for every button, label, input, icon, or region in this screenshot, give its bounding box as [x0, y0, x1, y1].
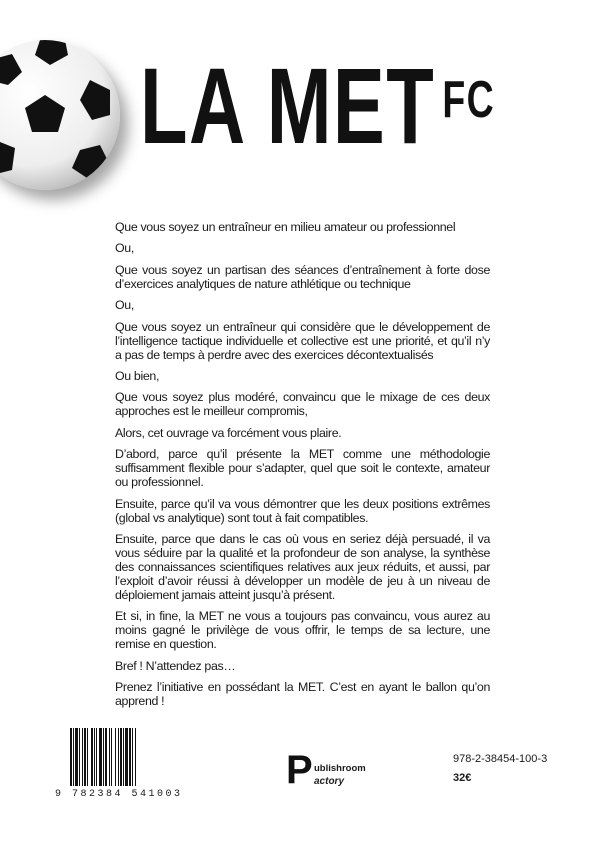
- paragraph: Ou,: [115, 298, 134, 313]
- soccer-ball-image: [0, 40, 120, 190]
- barcode: [55, 728, 183, 804]
- paragraph: Que vous soyez un entraîneur qui considère que le développement de l’intelligence tactique individuelle et collective est une priorité, et qu’il n’y a pas de temps à perdre avec des exercices décontextualisés: [115, 319, 490, 362]
- logo-line2: actory: [314, 776, 345, 787]
- title-superscript: FC: [442, 71, 496, 129]
- paragraph: Ensuite, parce que dans le cas où vous en seriez déjà persuadé, il va vous séduire par la qualité et la profondeur de son analyse, la synthèse des connaissances scientifiques relatives aux jeux réduits, et aussi, par l’exploit d’avoir réussi à développer un modèle de jeu à un niveau de déploiement jamais atteint jusqu’à présent.: [115, 531, 490, 602]
- barcode-bar: [136, 728, 137, 786]
- isbn: 978-2-38454-100-3: [453, 753, 548, 765]
- logo-line1: ublishroom: [314, 763, 366, 774]
- paragraph: Que vous soyez un partisan des séances d’entraînement à forte dose d’exercices analytiques de nature athlétique ou technique: [115, 262, 490, 291]
- publisher-logo: [286, 750, 376, 795]
- paragraph: D’abord, parce qu’il présente la MET comme une méthodologie suffisamment flexible pour s’adapter, quel que soit le contexte, amateur ou professionnel.: [115, 447, 490, 490]
- title-main: LA MET: [140, 45, 436, 166]
- barcode-digits: 9 782384 541003: [55, 789, 183, 800]
- paragraph: Ou bien,: [115, 368, 160, 383]
- logo-initial: P: [286, 748, 313, 792]
- paragraph: Et si, in fine, la MET ne vous a toujours pas convaincu, vous aurez au moins gagné le privilège de vous offrir, le temps de sa lecture, une remise en question.: [115, 609, 490, 652]
- back-cover-text: [115, 220, 490, 715]
- barcode-bars: [70, 728, 164, 786]
- paragraph: Bref ! N’attendez pas…: [115, 658, 236, 673]
- paragraph: Alors, cet ouvrage va forcément vous plaire.: [115, 425, 342, 440]
- book-title: [140, 45, 496, 166]
- paragraph: Prenez l’initiative en possédant la MET. C’est en ayant le ballon qu’on apprend !: [115, 680, 490, 709]
- paragraph: Ensuite, parce qu’il va vous démontrer que les deux positions extrêmes (global vs analytique) sont tout à fait compatibles.: [115, 496, 490, 525]
- paragraph: Que vous soyez plus modéré, convaincu que le mixage de ces deux approches est le meilleur compromis,: [115, 390, 490, 419]
- price: 32€: [453, 772, 472, 784]
- paragraph: Ou,: [115, 241, 134, 256]
- paragraph: Que vous soyez un entraîneur en milieu amateur ou professionnel: [115, 220, 456, 234]
